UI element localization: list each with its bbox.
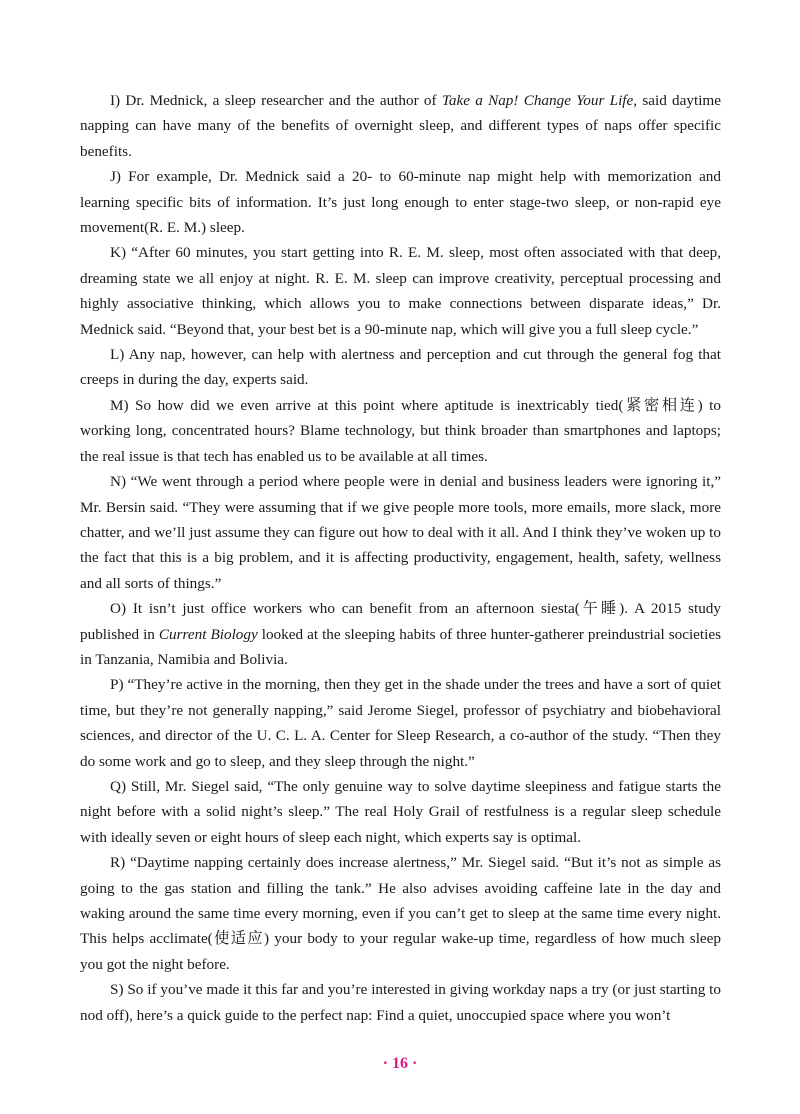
paragraph-o-text-start: O) It isn’t just office workers who can benefit from an afternoon siesta(午睡). A 2015 study published in: [80, 600, 721, 643]
journal-title: Current Biology: [158, 625, 258, 643]
paragraph-i-text-end: , said daytime napping can have many of the benefits of overnight sleep, and different types of naps offer specific benefits.: [80, 92, 721, 160]
paragraph-j: J) For example, Dr. Mednick said a 20- to 60-minute nap might help with memorization and learning specific bits of information. It’s just long enough to enter stage-two sleep, or non-rapid eye movement(R. E. M.) sleep.: [80, 168, 721, 237]
paragraph-p: P) “They’re active in the morning, then they get in the shade under the trees and have a sort of quiet time, but they’re not generally napping,” said Jerome Siegel, professor of psychiatry and biobehavioral sciences, and director of the U. C. L. A. Center for Sleep Research, a co-author of the study. “Then they do some work and go to sleep, and they sleep through the night.”: [80, 676, 721, 770]
paragraph-s: S) So if you’ve made it this far and you’re interested in giving workday naps a try (or just starting to nod off), here’s a quick guide to the perfect nap: Find a quiet, unoccupied space where you won’t: [80, 981, 721, 1024]
paragraph-o-text-end: looked at the sleeping habits of three hunter-gatherer preindustrial societies in Tanzania, Namibia and Bolivia.: [80, 625, 721, 668]
article-body: [80, 88, 721, 1028]
paragraph-l: L) Any nap, however, can help with alertness and perception and cut through the general fog that creeps in during the day, experts said.: [80, 346, 721, 389]
book-title: Take a Nap! Change Your Life: [441, 92, 634, 109]
paragraph-r: R) “Daytime napping certainly does increase alertness,” Mr. Siegel said. “But it’s not as simple as going to the gas station and filling the tank.” He also advises avoiding caffeine late in the day and waking around the same time every morning, even if you can’t get to sleep at the same time every night. This helps acclimate(使适应) your body to your regular wake-up time, regardless of how much sleep you got the night before.: [80, 854, 721, 973]
paragraph-i: [80, 88, 721, 164]
paragraph-k: K) “After 60 minutes, you start getting into R. E. M. sleep, most often associated with that deep, dreaming state we all enjoy at night. R. E. M. sleep can improve creativity, perceptual processing and highly associative thinking, which allows you to make connections between disparate ideas,” Dr. Mednick said. “Beyond that, your best bet is a 90-minute nap, which will give you a full sleep cycle.”: [80, 244, 721, 338]
paragraph-n: N) “We went through a period where people were in denial and business leaders were ignoring it,” Mr. Bersin said. “They were assuming that if we give people more tools, more emails, more slack, more chatter, and we’ll just assume they can figure out how to deal with it all. And I think they’ve woken up to the fact that this is a big problem, and it is affecting productivity, engagement, health, safety, wellness and all sorts of things.”: [80, 473, 721, 592]
page-number: · 16 ·: [382, 1055, 418, 1072]
paragraph-i-text-start: I) Dr. Mednick, a sleep researcher and the author of: [110, 92, 442, 109]
paragraph-m: M) So how did we even arrive at this point where aptitude is inextricably tied(紧密相连) to working long, concentrated hours? Blame technology, but think broader than smartphones and laptops; the real issue is that tech has enabled us to be available at all times.: [80, 396, 721, 465]
paragraph-o: [80, 596, 721, 672]
paragraph-q: Q) Still, Mr. Siegel said, “The only genuine way to solve daytime sleepiness and fatigue starts the night before with a solid night’s sleep.” The real Holy Grail of restfulness is a regular sleep schedule with ideally seven or eight hours of sleep each night, which experts say is optimal.: [80, 777, 721, 846]
